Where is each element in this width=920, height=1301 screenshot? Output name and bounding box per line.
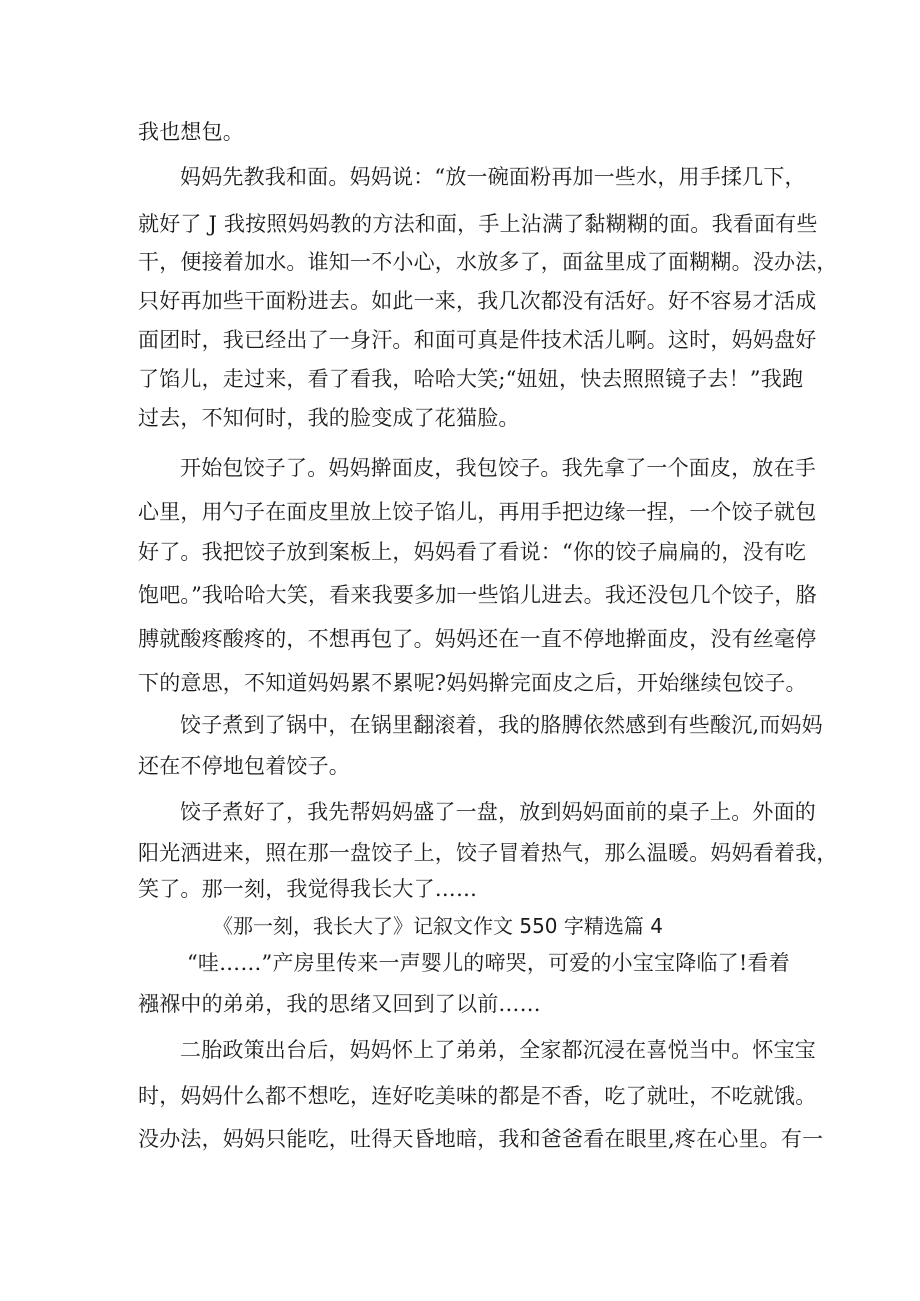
text-line: 时，妈妈什么都不想吃，连好吃美味的都是不香，吃了就吐，不吃就饿。 bbox=[138, 1084, 817, 1108]
text-line: 我也想包。 bbox=[138, 120, 244, 144]
text-line: 饱吧。”我哈哈大笑，看来我要多加一些馅儿进去。我还没包几个饺子，胳 bbox=[138, 583, 817, 607]
text-line: 过去，不知何时，我的脸变成了花猫脸。 bbox=[138, 406, 520, 430]
text-line: 襁褓中的弟弟，我的思绪又回到了以前…… bbox=[138, 992, 541, 1016]
text-line: 下的意思，不知道妈妈累不累呢?妈妈擀完面皮之后，开始继续包饺子。 bbox=[138, 671, 807, 695]
text-line: 饺子煮好了，我先帮妈妈盛了一盘，放到妈妈面前的桌子上。外面的 bbox=[180, 800, 816, 824]
text-line: 干，便接着加水。谁知一不小心，水放多了，面盆里成了面糊糊。没办法， bbox=[138, 250, 838, 274]
text-line: 还在不停地包着饺子。 bbox=[138, 754, 350, 778]
text-line: 没办法，妈妈只能吃，吐得天昏地暗，我和爸爸看在眼里,疼在心里。有一 bbox=[138, 1127, 824, 1151]
text-line: 二胎政策出台后，妈妈怀上了弟弟，全家都沉浸在喜悦当中。怀宝宝 bbox=[180, 1038, 816, 1062]
text-line: 面团时，我已经出了一身汗。和面可真是件技术活儿啊。这时，妈妈盘好 bbox=[138, 328, 817, 352]
text-line: 阳光洒进来，照在那一盘饺子上，饺子冒着热气，那么温暖。妈妈看着我， bbox=[138, 841, 838, 865]
text-line: 膊就酸疼酸疼的，不想再包了。妈妈还在一直不停地擀面皮，没有丝毫停 bbox=[138, 627, 817, 651]
text-line: “哇……”产房里传来一声婴儿的啼哭，可爱的小宝宝降临了!看着 bbox=[187, 951, 790, 975]
section-heading: 《那一刻，我长大了》记叙文作文 550 字精选篇 4 bbox=[213, 914, 663, 938]
text-line: 好了。我把饺子放到案板上，妈妈看了看说：“你的饺子扁扁的，没有吃 bbox=[138, 540, 807, 564]
text-line: 开始包饺子了。妈妈擀面皮，我包饺子。我先拿了一个面皮，放在手 bbox=[180, 456, 816, 480]
text-line: 心里，用勺子在面皮里放上饺子馅儿，再用手把边缘一捏，一个饺子就包 bbox=[138, 500, 817, 524]
text-line: 笑了。那一刻，我觉得我长大了…… bbox=[138, 877, 478, 901]
text-line: 了馅儿，走过来，看了看我，哈哈大笑;“妞妞，快去照照镜子去！”我跑 bbox=[138, 367, 804, 391]
text-line: 饺子煮到了锅中，在锅里翻滚着，我的胳膊依然感到有些酸沉,而妈妈 bbox=[180, 713, 823, 737]
text-line: 就好了 J 我按照妈妈教的方法和面，手上沾满了黏糊糊的面。我看面有些 bbox=[138, 212, 818, 236]
text-line: 妈妈先教我和面。妈妈说：“放一碗面粉再加一些水，用手揉几下， bbox=[180, 165, 806, 189]
text-line: 只好再加些干面粉进去。如此一来，我几次都没有活好。好不容易才活成 bbox=[138, 289, 817, 313]
